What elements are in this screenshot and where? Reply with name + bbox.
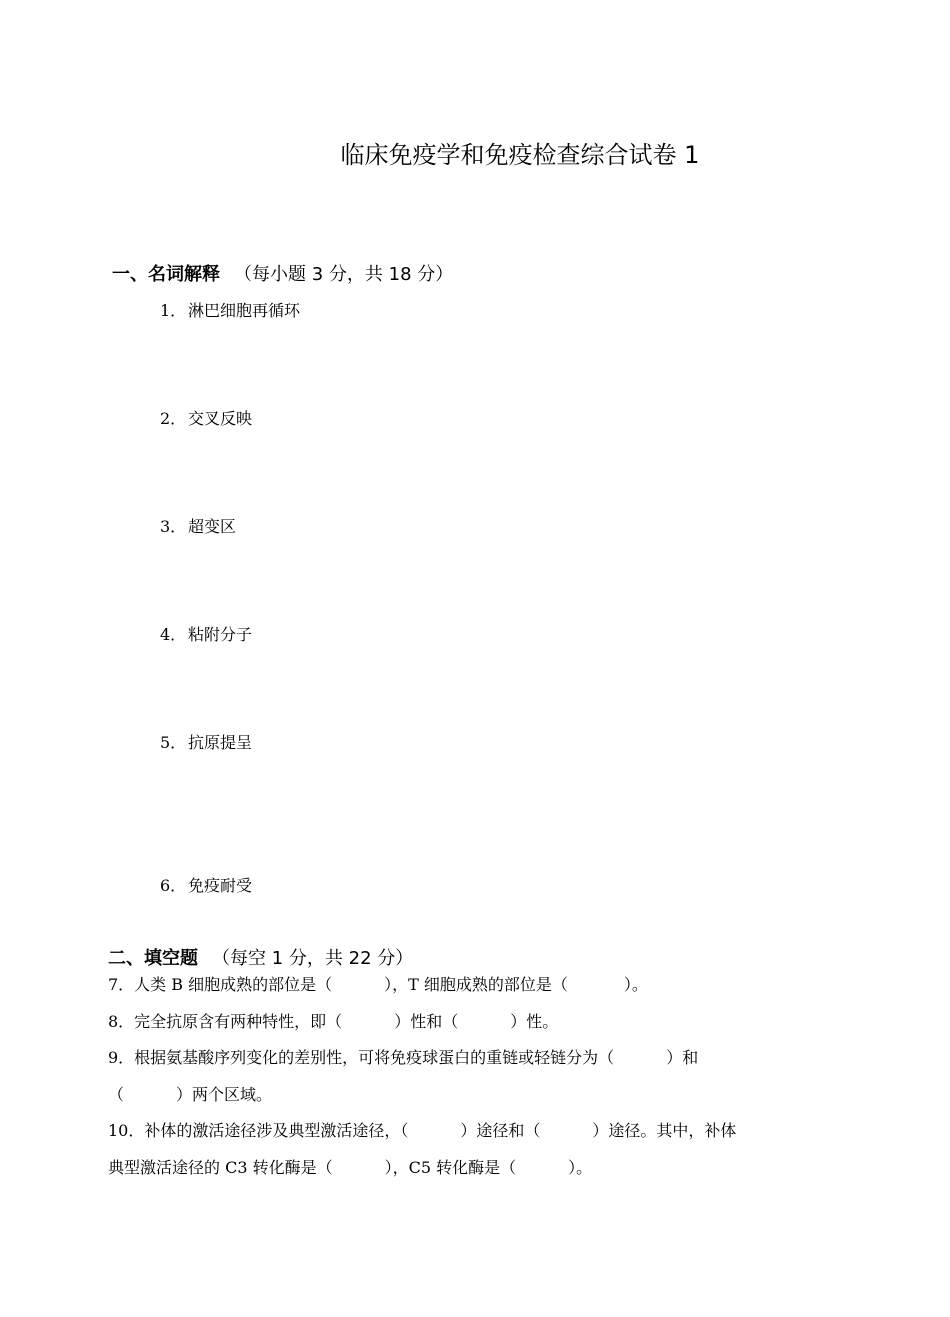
term-number: 3．	[160, 517, 187, 536]
term-item	[160, 515, 236, 539]
question-text: ）。	[568, 1158, 593, 1177]
question-text: ）两个区域。	[176, 1085, 273, 1104]
section-title: 二、填空题	[108, 948, 198, 969]
term-number: 5．	[160, 733, 187, 752]
term-number: 6．	[160, 876, 187, 895]
question-text: 7．人类 B 细胞成熟的部位是（	[108, 975, 333, 994]
term-item	[160, 407, 252, 431]
term-number: 2．	[160, 409, 187, 428]
question-text: ）和	[666, 1048, 699, 1067]
question-text: ），T 细胞成熟的部位是（	[384, 975, 568, 994]
question-text: 典型激活途径的 C3 转化酶是（	[108, 1158, 333, 1177]
question-9-continued	[108, 1083, 272, 1107]
term-text: 淋巴细胞再循环	[188, 301, 301, 320]
term-number: 1．	[160, 301, 187, 320]
term-text: 交叉反映	[188, 409, 253, 428]
term-item	[160, 874, 252, 898]
question-text: ），C5 转化酶是（	[384, 1158, 517, 1177]
question-text: ）性和（	[394, 1012, 459, 1031]
term-text: 免疫耐受	[188, 876, 253, 895]
question-text: ）途径。其中，补体	[592, 1121, 737, 1140]
term-text: 抗原提呈	[188, 733, 253, 752]
question-text: 10．补体的激活途径涉及典型激活途径，（	[108, 1121, 409, 1140]
question-10-continued	[108, 1156, 592, 1180]
section-score-note: （每空 1 分，共 22 分）	[212, 948, 414, 969]
section-title: 一、名词解释	[112, 264, 220, 285]
term-item	[160, 299, 300, 323]
question-text: ）途径和（	[460, 1121, 541, 1140]
question-9	[108, 1046, 698, 1070]
section-heading-fill-blank	[108, 946, 413, 972]
question-8	[108, 1010, 558, 1034]
term-number: 4．	[160, 625, 187, 644]
question-10	[108, 1119, 736, 1143]
question-text: 9．根据氨基酸序列变化的差别性，可将免疫球蛋白的重链或轻链分为（	[108, 1048, 615, 1067]
page-title: 临床免疫学和免疫检查综合试卷 1	[340, 141, 700, 169]
section-heading-definitions	[112, 262, 453, 288]
term-text: 粘附分子	[188, 625, 253, 644]
term-item	[160, 731, 252, 755]
section-score-note: （每小题 3 分，共 18 分）	[234, 264, 454, 285]
term-item	[160, 623, 252, 647]
question-text: ）。	[623, 975, 648, 994]
question-text: 8．完全抗原含有两种特性，即（	[108, 1012, 343, 1031]
question-7	[108, 973, 648, 997]
term-text: 超变区	[188, 517, 237, 536]
question-text: （	[108, 1085, 125, 1104]
question-text: ）性。	[510, 1012, 559, 1031]
